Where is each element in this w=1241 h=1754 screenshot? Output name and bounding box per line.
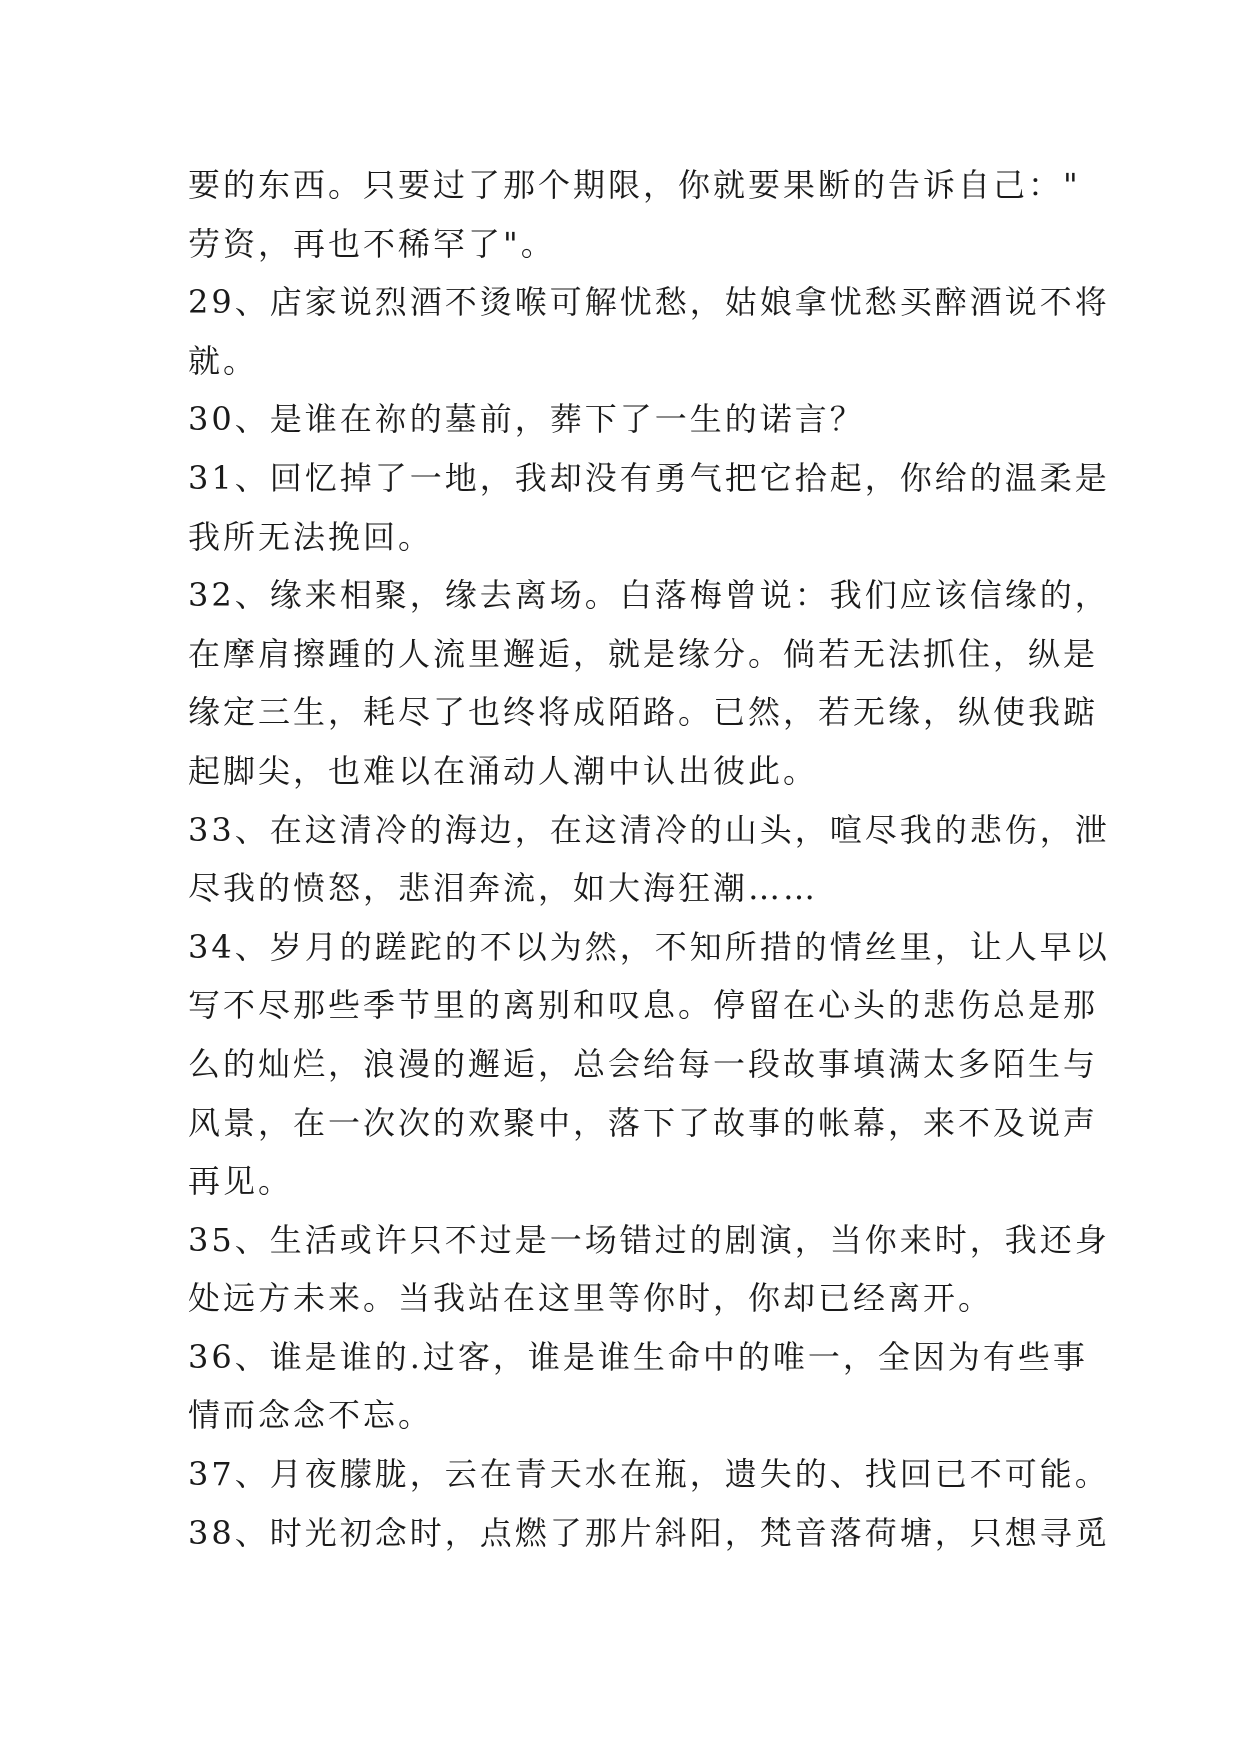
document-body — [188, 156, 1110, 1562]
text-line: 38、时光初念时，点燃了那片斜阳，梵音落荷塘，只想寻觅 — [188, 1513, 1110, 1552]
text-line: 35、生活或许只不过是一场错过的剧演，当你来时，我还身 — [188, 1220, 1110, 1259]
text-line: 处远方未来。当我站在这里等你时，你却已经离开。 — [188, 1279, 994, 1318]
text-line: 29、店家说烈酒不烫喉可解忧愁，姑娘拿忧愁买醉酒说不将 — [188, 283, 1110, 322]
text-line: 就。 — [188, 341, 259, 380]
text-line: 写不尽那些季节里的离别和叹息。停留在心头的悲伤总是那 — [188, 986, 1099, 1025]
text-line: 33、在这清冷的海边，在这清冷的山头，喧尽我的悲伤，泄 — [188, 810, 1110, 849]
text-line: 37、月夜朦胧，云在青天水在瓶，遗失的、找回已不可能。 — [188, 1455, 1110, 1494]
text-line: 要的东西。只要过了那个期限，你就要果断的告诉自己：" — [188, 166, 1081, 204]
text-line: 31、回忆掉了一地，我却没有勇气把它拾起，你给的温柔是 — [188, 458, 1110, 497]
text-line: 34、岁月的蹉跎的不以为然，不知所措的情丝里，让人早以 — [188, 927, 1110, 966]
text-line: 起脚尖，也难以在涌动人潮中认出彼此。 — [188, 751, 819, 790]
text-line: 我所无法挽回。 — [188, 517, 434, 556]
text-line: 风景，在一次次的欢聚中，落下了故事的帐幕，来不及说声 — [188, 1103, 1099, 1142]
text-line: 在摩肩擦踵的人流里邂逅，就是缘分。倘若无法抓住，纵是 — [188, 634, 1099, 673]
text-line: 再见。 — [188, 1162, 294, 1201]
text-line: 么的灿烂，浪漫的邂逅，总会给每一段故事填满太多陌生与 — [188, 1044, 1099, 1083]
text-line: 缘定三生，耗尽了也终将成陌路。已然，若无缘，纵使我踮 — [188, 693, 1099, 732]
text-line: 劳资，再也不稀罕了"。 — [188, 224, 556, 263]
text-line: 情而念念不忘。 — [188, 1396, 434, 1435]
text-line: 32、缘来相聚，缘去离场。白落梅曾说：我们应该信缘的， — [188, 576, 1110, 615]
text-line: 尽我的愤怒，悲泪奔流，如大海狂潮…… — [188, 869, 819, 908]
text-line: 36、谁是谁的.过客，谁是谁生命中的唯一，全因为有些事 — [188, 1337, 1088, 1376]
text-line: 30、是谁在祢的墓前，葬下了一生的诺言？ — [188, 400, 865, 439]
